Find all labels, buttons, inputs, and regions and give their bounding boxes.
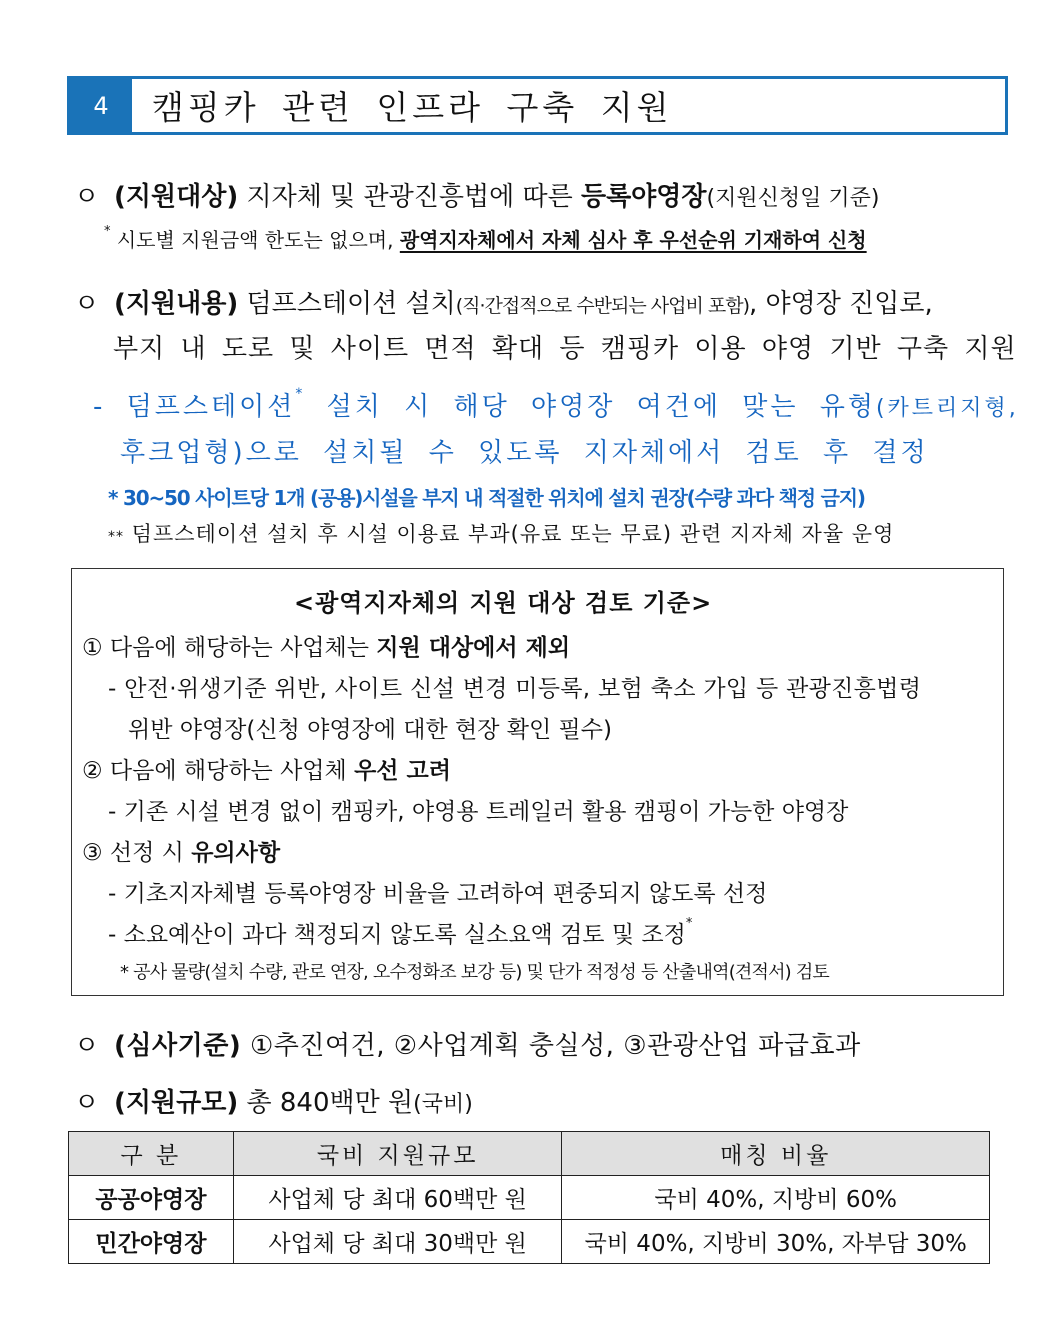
section-number: 4 — [70, 79, 132, 132]
table-header-national: 국비 지원규모 — [233, 1132, 562, 1176]
scale-line — [74, 1082, 473, 1119]
table-cell-national: 사업체 당 최대 30백만 원 — [233, 1220, 562, 1264]
review-item2 — [82, 752, 451, 785]
review-item3-sub2 — [108, 916, 692, 949]
table-header-matching: 매칭 비율 — [562, 1132, 990, 1176]
table-row — [69, 1220, 990, 1264]
review-item3-sub2-mark: * — [685, 916, 693, 931]
target-note-underlined: 광역지자체에서 자체 심사 후 우선순위 기재하여 신청 — [399, 228, 867, 252]
note2-mark: ** — [108, 529, 124, 545]
bullet-icon: ㅇ — [74, 1031, 100, 1061]
target-label: (지원대상) — [114, 182, 239, 212]
dash-line1-text: 덤프스테이션 — [126, 392, 296, 422]
review-item1 — [82, 629, 570, 662]
table-header-row — [69, 1132, 990, 1176]
review-item2-text: 다음에 해당하는 사업체 — [102, 758, 355, 784]
review-item1-sub1: - 안전·위생기준 위반, 사이트 신설 변경 미등록, 보험 축소 가입 등 관광진흥법령 — [108, 676, 922, 702]
support-scale-table — [68, 1131, 990, 1264]
content-text1-end: , 야영장 진입로, — [749, 289, 933, 319]
review-item3-bold: 유의사항 — [191, 840, 281, 866]
criteria-label: (심사기준) — [114, 1031, 242, 1061]
scale-text: 총 840백만 원 — [238, 1088, 414, 1118]
review-item2-sub1: - 기존 시설 변경 없이 캠핑카, 야영용 트레일러 활용 캠핑이 가능한 야영장 — [108, 799, 849, 825]
table-cell-matching: 국비 40%, 지방비 60% — [562, 1176, 990, 1220]
circled-2: ② — [82, 758, 103, 784]
table-cell-category: 민간야영장 — [69, 1220, 234, 1264]
note2-text: 덤프스테이션 설치 후 시설 이용료 부과(유료 또는 무료) 관련 지자체 자율 운영 — [124, 522, 895, 546]
content-text1-small: (직·간접적으로 수반되는 사업비 포함) — [455, 295, 749, 317]
review-title: <광역지자체의 지원 대상 검토 기준> — [294, 589, 713, 617]
review-item1-sub2: 위반 야영장(신청 야영장에 대한 현장 확인 필수) — [128, 717, 612, 743]
target-suffix: (지원신청일 기준) — [706, 186, 880, 211]
section-header — [67, 76, 1008, 135]
content-note2 — [108, 518, 894, 548]
dash-line1-rest: 설치 시 해당 야영장 여건에 맞는 유형 — [305, 392, 876, 422]
target-text: 지자체 및 관광진흥법에 따른 — [238, 182, 581, 212]
table-header-category: 구 분 — [69, 1132, 234, 1176]
content-note1: * 30~50 사이트당 1개 (공용)시설을 부지 내 적절한 위치에 설치 권장(수량 과다 책정 금지) — [108, 486, 865, 510]
criteria-text: ①추진여건, ②사업계획 충실성, ③관광산업 파급효과 — [241, 1031, 861, 1061]
review-item3-sub1: - 기초지자체별 등록야영장 비율을 고려하여 편중되지 않도록 선정 — [108, 881, 768, 907]
review-item3-text: 선정 시 — [102, 840, 192, 866]
review-item1-bold: 지원 대상에서 제외 — [376, 635, 571, 661]
scale-label: (지원규모) — [114, 1088, 239, 1118]
dash-line1-mark: * — [295, 386, 306, 402]
circled-1: ① — [82, 635, 103, 661]
bullet-icon: ㅇ — [74, 182, 100, 212]
review-item3 — [82, 834, 280, 867]
content-dash-line1 — [93, 386, 1019, 423]
table-cell-category: 공공야영장 — [69, 1176, 234, 1220]
table-row — [69, 1176, 990, 1220]
table-cell-national: 사업체 당 최대 60백만 원 — [233, 1176, 562, 1220]
review-item3-sub2-text: - 소요예산이 과다 책정되지 않도록 실소요액 검토 및 조정 — [108, 922, 686, 948]
note-mark: * — [104, 224, 111, 239]
content-line1 — [74, 283, 933, 320]
content-dash-line2: 후크업형)으로 설치될 수 있도록 지자체에서 검토 후 결정 — [120, 438, 929, 468]
review-item3-note: * 공사 물량(설치 수량, 관로 연장, 오수정화조 보강 등) 및 단가 적정성 등 산출내역(견적서) 검토 — [120, 962, 830, 983]
target-line — [74, 176, 879, 213]
review-criteria-box — [71, 568, 1004, 996]
content-label: (지원내용) — [114, 289, 239, 319]
bullet-icon: ㅇ — [74, 1088, 100, 1118]
target-note-text: 시도별 지원금액 한도는 없으며, — [110, 228, 400, 252]
dash-line1-small: (카트리지형, — [875, 396, 1019, 421]
circled-3: ③ — [82, 840, 103, 866]
dash-icon: - — [93, 392, 127, 422]
target-note — [104, 224, 867, 253]
scale-suffix: (국비) — [413, 1092, 473, 1117]
review-item1-text: 다음에 해당하는 사업체는 — [102, 635, 377, 661]
criteria-line — [74, 1025, 861, 1062]
content-line2: 부지 내 도로 및 사이트 면적 확대 등 캠핑카 이용 야영 기반 구축 지원 — [113, 334, 1017, 364]
bullet-icon: ㅇ — [74, 289, 100, 319]
content-text1: 덤프스테이션 설치 — [238, 289, 456, 319]
review-item2-bold: 우선 고려 — [354, 758, 451, 784]
target-bold: 등록야영장 — [580, 182, 707, 212]
table-cell-matching: 국비 40%, 지방비 30%, 자부담 30% — [562, 1220, 990, 1264]
section-title: 캠핑카 관련 인프라 구축 지원 — [152, 88, 673, 127]
